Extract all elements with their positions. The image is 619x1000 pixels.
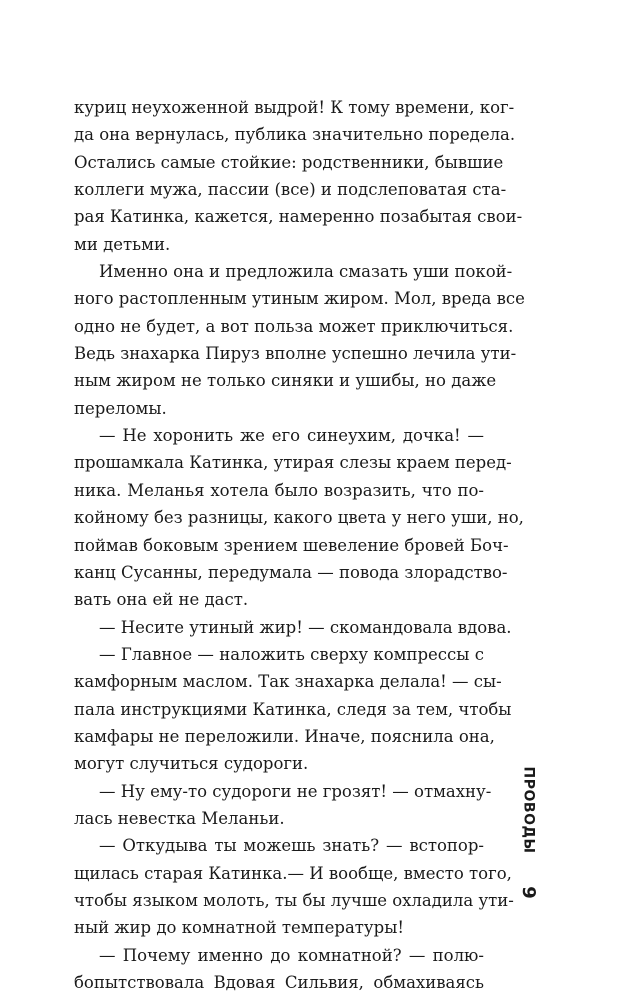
text-line: да она вернулась, публика значительно поредела. — [74, 125, 516, 145]
text-line: ный жир до комнатной температуры! — [74, 918, 404, 938]
text-line: Именно она и предложила смазать уши покой- — [99, 262, 513, 282]
text-line: канц Сусанны, передумала — повода злорадство- — [74, 562, 508, 582]
text-line: — Откудыва ты можешь знать? — встопор- — [99, 836, 484, 856]
body-text — [74, 94, 525, 996]
text-line: щилась старая Катинка.— И вообще, вместо того, — [74, 863, 512, 883]
text-line: куриц неухоженной выдрой! К тому времени, ког- — [74, 98, 515, 117]
text-line: — Ну ему-то судороги не грозят! — отмахну- — [99, 781, 492, 801]
text-line: прошамкала Катинка, утирая слезы краем перед- — [74, 453, 512, 473]
text-line: коллеги мужа, пассии (все) и подслеповатая ста- — [74, 180, 507, 200]
page-number — [508, 875, 548, 909]
text-line: чтобы языком молоть, ты бы лучше охладила ути- — [74, 890, 514, 910]
page-number-label: 9 — [517, 885, 539, 899]
text-line: одно не будет, а вот польза может приключиться. — [74, 316, 514, 336]
text-line: ного растопленным утиным жиром. Мол, вреда все — [74, 289, 525, 309]
text-line: — Не хоронить же его синеухим, дочка! — — [99, 426, 484, 446]
text-line: Ведь знахарка Пируз вполне успешно лечила ути- — [74, 344, 517, 364]
text-line: поймав боковым зрением шевеление бровей Боч- — [74, 535, 509, 555]
text-line: — Главное — наложить сверху компрессы с — [99, 644, 484, 664]
text-line: вать она ей не даст. — [74, 590, 249, 610]
text-line: бопытствовала Вдовая Сильвия, обмахиваясь — [74, 973, 484, 992]
text-line: камфорным маслом. Так знахарка делала! — сы- — [74, 672, 502, 692]
text-line: Остались самые стойкие: родственники, бывшие — [74, 152, 504, 172]
text-line: койному без разницы, какого цвета у него уши, но, — [74, 508, 524, 528]
text-line: рая Катинка, кажется, намеренно позабытая свои- — [74, 207, 523, 227]
text-line: пала инструкциями Катинка, следя за тем, чтобы — [74, 699, 512, 719]
text-line: ным жиром не только синяки и ушибы, но даже — [74, 371, 497, 391]
text-line: камфары не переложили. Иначе, пояснила она, — [74, 726, 495, 746]
text-line: переломы. — [74, 398, 167, 418]
text-line: могут случиться судороги. — [74, 754, 309, 774]
running-head-label: ПРОВОДЫ — [520, 766, 536, 854]
text-line: — Почему именно до комнатной? — полю- — [99, 945, 484, 965]
text-line: — Несите утиный жир! — скомандовала вдова. — [99, 617, 512, 637]
text-line: лась невестка Меланьи. — [74, 808, 285, 828]
text-line: ника. Меланья хотела было возразить, что по- — [74, 480, 484, 500]
text-line: ми детьми. — [74, 234, 171, 254]
running-head — [508, 760, 548, 860]
page-margin — [508, 760, 548, 920]
